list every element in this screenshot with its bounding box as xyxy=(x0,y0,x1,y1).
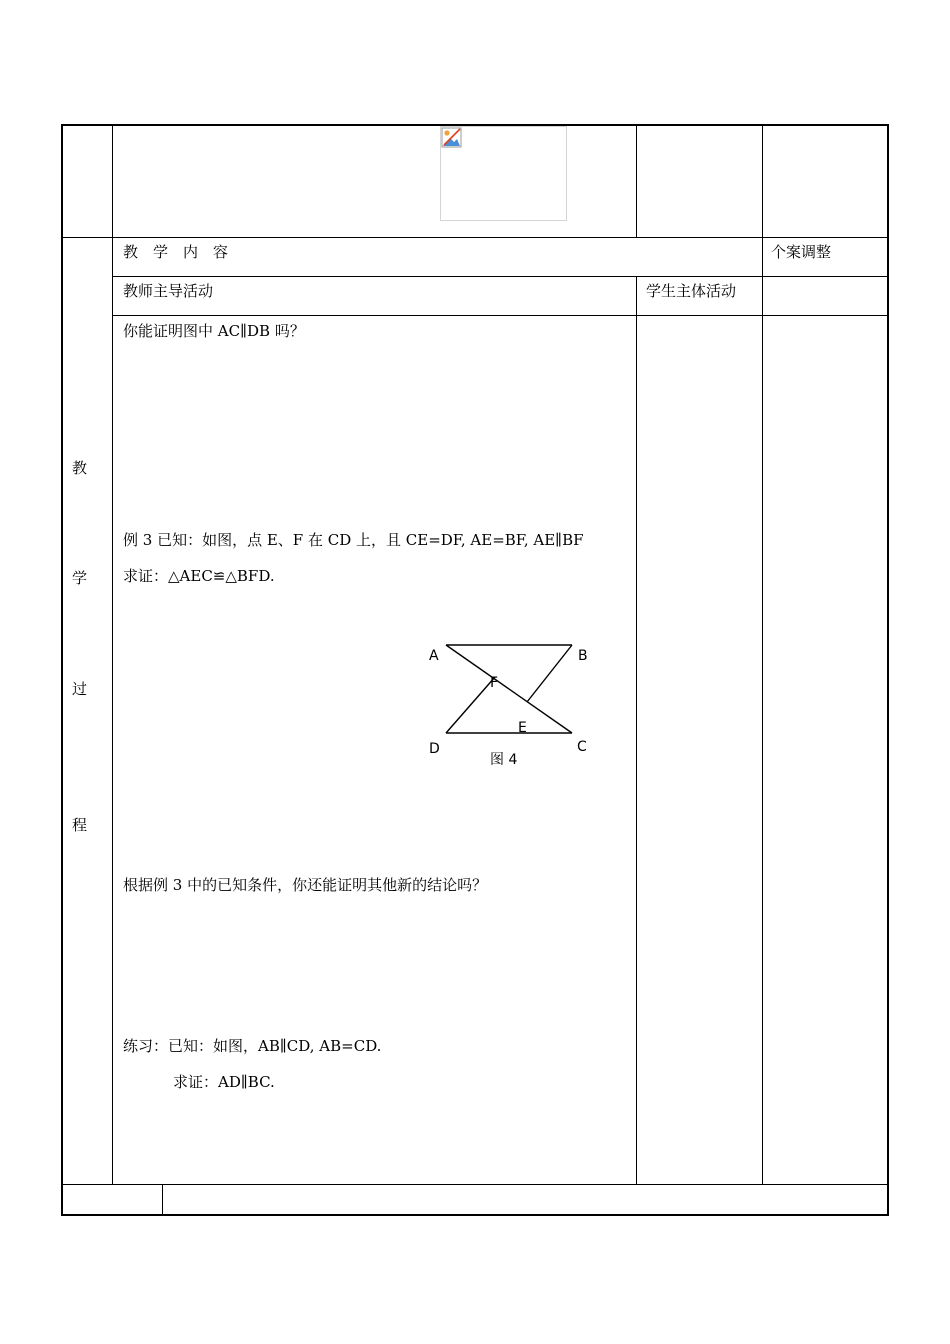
student-activity-header: 学生主体活动 xyxy=(646,282,737,300)
col-divider xyxy=(636,276,637,1185)
label-b: B xyxy=(578,648,588,664)
segment-be xyxy=(527,645,572,702)
segment-ac xyxy=(446,645,572,733)
side-label-char: 教 xyxy=(72,459,88,477)
side-label-char: 程 xyxy=(72,816,88,834)
row-divider xyxy=(113,276,889,277)
col-divider xyxy=(762,124,763,1185)
label-a: A xyxy=(429,648,439,664)
row-divider xyxy=(113,315,889,316)
label-e: E xyxy=(518,720,527,736)
teaching-content-header: 教 学 内 容 xyxy=(123,243,229,261)
col-divider xyxy=(112,124,113,1185)
col-divider xyxy=(162,1184,163,1215)
segment-df xyxy=(446,677,495,733)
question-new-conclusions: 根据例 3 中的已知条件，你还能证明其他新的结论吗？ xyxy=(123,876,488,894)
broken-image-icon xyxy=(441,127,463,149)
example3-given: 例 3 已知：如图，点 E、F 在 CD 上，且 CE=DF, AE=BF, AE∥BF xyxy=(123,531,584,549)
exercise-prove: 求证：AD∥BC. xyxy=(173,1073,275,1091)
case-adjust-header: 个案调整 xyxy=(771,243,832,261)
question-ac-parallel-db: 你能证明图中 AC∥DB 吗？ xyxy=(123,322,305,340)
row-divider xyxy=(61,1184,889,1185)
geometry-figure-4 xyxy=(420,636,600,772)
example3-prove: 求证：△AEC≌△BFD. xyxy=(123,567,275,585)
side-label-char: 过 xyxy=(72,680,88,698)
label-f: F xyxy=(490,675,499,691)
table-border-right xyxy=(887,124,889,1216)
col-divider xyxy=(636,124,637,238)
teacher-activity-header: 教师主导活动 xyxy=(123,282,214,300)
row-divider xyxy=(61,237,889,238)
table-border-bottom xyxy=(61,1214,889,1216)
broken-image-placeholder xyxy=(440,126,567,221)
label-d: D xyxy=(429,741,440,757)
table-border-left xyxy=(61,124,63,1216)
side-label-char: 学 xyxy=(72,569,88,587)
figure-caption: 图 4 xyxy=(490,752,518,768)
exercise-given: 练习：已知：如图，AB∥CD, AB=CD. xyxy=(123,1037,382,1055)
label-c: C xyxy=(577,739,587,755)
